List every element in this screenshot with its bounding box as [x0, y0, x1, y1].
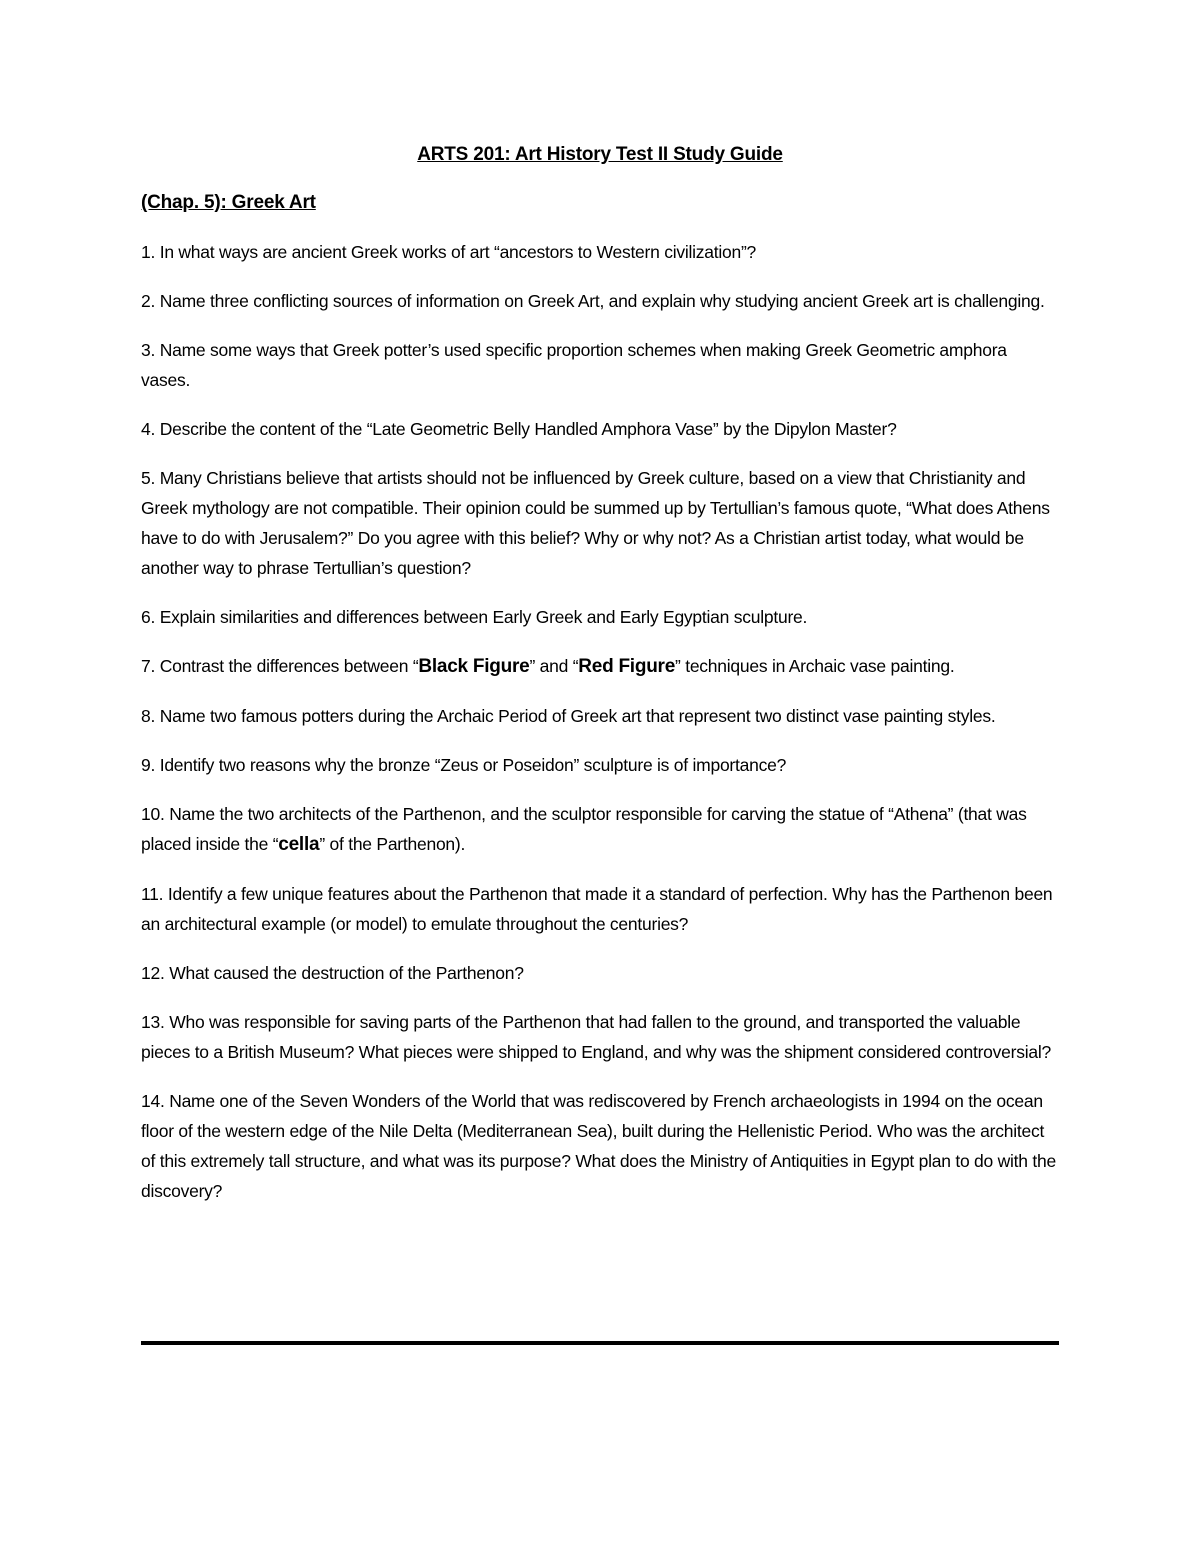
question-7 [141, 651, 1059, 682]
question-4: 4. Describe the content of the “Late Geometric Belly Handled Amphora Vase” by the Dipylon Master? [141, 419, 897, 439]
question-5: 5. Many Christians believe that artists should not be influenced by Greek culture, based on a view that Christianity and Greek mythology are not compatible. Their opinion could be summed up by Tertullian’s famous quote, “What does Athens have to do with Jerusalem?” Do you agree with this belief? Why or why not? As a Christian artist today, what would be another way to phrase Tertullian’s question? [141, 468, 1050, 578]
question-10-text-b: ” of the Parthenon). [319, 834, 466, 854]
question-1: 1. In what ways are ancient Greek works of art “ancestors to Western civilization”? [141, 242, 757, 262]
question-9: 9. Identify two reasons why the bronze “Zeus or Poseidon” sculpture is of importance? [141, 755, 787, 775]
question-10 [141, 799, 1059, 860]
red-figure-term: Red Figure [578, 656, 676, 677]
question-3: 3. Name some ways that Greek potter’s used specific proportion schemes when making Greek Geometric amphora vases. [141, 340, 1007, 390]
document-body [141, 141, 1059, 1225]
question-7-text-c: ” techniques in Archaic vase painting. [675, 656, 955, 676]
chapter-heading: (Chap. 5): Greek Art [141, 192, 316, 213]
question-12: 12. What caused the destruction of the Parthenon? [141, 963, 524, 983]
question-7-text-b: ” and “ [529, 656, 579, 676]
bottom-rule [141, 1341, 1059, 1345]
question-14: 14. Name one of the Seven Wonders of the World that was rediscovered by French archaeologists in 1994 on the ocean floor of the western edge of the Nile Delta (Mediterranean Sea), built during the Hellenistic Period. Who was the architect of this extremely tall structure, and what was its purpose? What does the Ministry of Antiquities in Egypt plan to do with the discovery? [141, 1091, 1056, 1201]
question-13: 13. Who was responsible for saving parts of the Parthenon that had fallen to the ground, and transported the valuable pieces to a British Museum? What pieces were shipped to England, and why was the shipment considered controversial? [141, 1012, 1051, 1062]
question-11: 11. Identify a few unique features about the Parthenon that made it a standard of perfection. Why has the Parthenon been an architectural example (or model) to emulate throughout the centuries? [141, 884, 1053, 934]
question-10-text-a: 10. Name the two architects of the Parthenon, and the sculptor responsible for carving the statue of “Athena” (that was placed inside the “ [141, 804, 1027, 854]
question-6: 6. Explain similarities and differences between Early Greek and Early Egyptian sculpture. [141, 607, 808, 627]
question-7-text-a: 7. Contrast the differences between “ [141, 656, 419, 676]
question-8: 8. Name two famous potters during the Archaic Period of Greek art that represent two distinct vase painting styles. [141, 706, 996, 726]
black-figure-term: Black Figure [418, 656, 530, 677]
question-2: 2. Name three conflicting sources of information on Greek Art, and explain why studying ancient Greek art is challenging. [141, 291, 1045, 311]
document-title: ARTS 201: Art History Test II Study Guide [417, 144, 783, 165]
cella-term: cella [278, 834, 320, 855]
